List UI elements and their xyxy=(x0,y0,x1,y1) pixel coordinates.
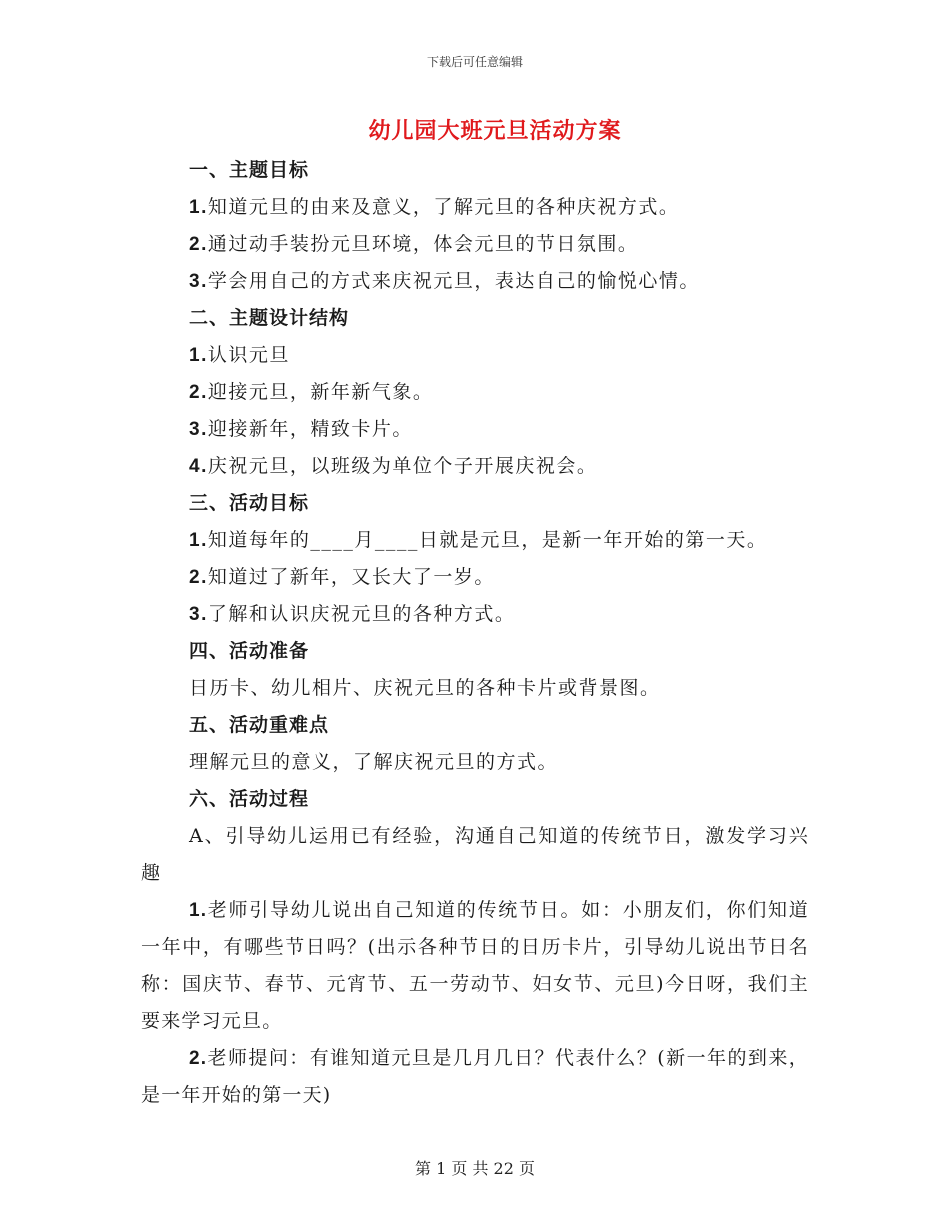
item-number: 1. xyxy=(189,530,208,551)
header-note: 下载后可任意编辑 xyxy=(426,55,523,69)
list-item xyxy=(141,337,809,374)
item-text: 迎接元旦，新年新气象。 xyxy=(207,381,434,403)
item-number: 2. xyxy=(189,234,208,255)
list-item xyxy=(141,411,809,448)
item-text: 了解和认识庆祝元旦的各种方式。 xyxy=(207,603,516,625)
document-body xyxy=(141,152,809,1114)
list-item xyxy=(141,559,809,596)
item-number: 1. xyxy=(189,345,208,366)
list-item xyxy=(141,226,809,263)
item-number: 2. xyxy=(189,1048,208,1069)
section-heading-structure: 二、主题设计结构 xyxy=(189,307,350,329)
item-text: 学会用自己的方式来庆祝元旦，表达自己的愉悦心情。 xyxy=(207,270,700,292)
item-number: 3. xyxy=(189,271,208,292)
paragraph-text: 老师引导幼儿说出自己知道的传统节日。如：小朋友们，你们知道一年中，有哪些节日吗？(出示各种节日的日历卡片，引导幼儿说出节日名称：国庆节、春节、元宵节、五一劳动节、妇女节、元旦)今日呀，我们主要来学习元旦。 xyxy=(141,899,809,1032)
page-number-footer: 第 1 页 共 22 页 xyxy=(415,1159,535,1178)
process-paragraph-2 xyxy=(141,1040,809,1114)
item-number: 3. xyxy=(189,604,208,625)
item-number: 2. xyxy=(189,382,208,403)
item-text: 知道过了新年，又长大了一岁。 xyxy=(207,566,495,588)
list-item xyxy=(141,522,809,559)
section-heading-goals: 一、主题目标 xyxy=(189,159,310,181)
process-paragraph-a: A、引导幼儿运用已有经验，沟通自己知道的传统节日，激发学习兴趣 xyxy=(141,825,809,884)
list-item xyxy=(141,448,809,485)
list-item xyxy=(141,596,809,633)
list-item xyxy=(141,374,809,411)
item-number: 1. xyxy=(189,900,208,921)
section-heading-key-points: 五、活动重难点 xyxy=(189,714,330,736)
paragraph-text: 老师提问：有谁知道元旦是几月几日？代表什么？(新一年的到来，是一年开始的第一天) xyxy=(141,1047,809,1106)
item-text: 知道元旦的由来及意义，了解元旦的各种庆祝方式。 xyxy=(207,196,680,218)
section-text-preparation: 日历卡、幼儿相片、庆祝元旦的各种卡片或背景图。 xyxy=(189,677,661,699)
section-heading-activity-goals: 三、活动目标 xyxy=(189,492,310,514)
list-item xyxy=(141,263,809,300)
item-number: 1. xyxy=(189,197,208,218)
item-text: 庆祝元旦，以班级为单位个子开展庆祝会。 xyxy=(207,455,598,477)
item-text: 迎接新年，精致卡片。 xyxy=(207,418,413,440)
item-number: 3. xyxy=(189,419,208,440)
list-item xyxy=(141,189,809,226)
item-text: 认识元旦 xyxy=(207,344,290,366)
section-heading-process: 六、活动过程 xyxy=(189,788,310,810)
item-text: 知道每年的____月____日就是元旦，是新一年开始的第一天。 xyxy=(207,529,768,551)
section-heading-preparation: 四、活动准备 xyxy=(189,640,310,662)
document-title: 幼儿园大班元旦活动方案 xyxy=(368,118,622,144)
item-number: 4. xyxy=(189,456,208,477)
item-text: 通过动手装扮元旦环境，体会元旦的节日氛围。 xyxy=(207,233,639,255)
item-number: 2. xyxy=(189,567,208,588)
section-text-key-points: 理解元旦的意义，了解庆祝元旦的方式。 xyxy=(189,751,559,773)
process-paragraph-1 xyxy=(141,892,809,1040)
